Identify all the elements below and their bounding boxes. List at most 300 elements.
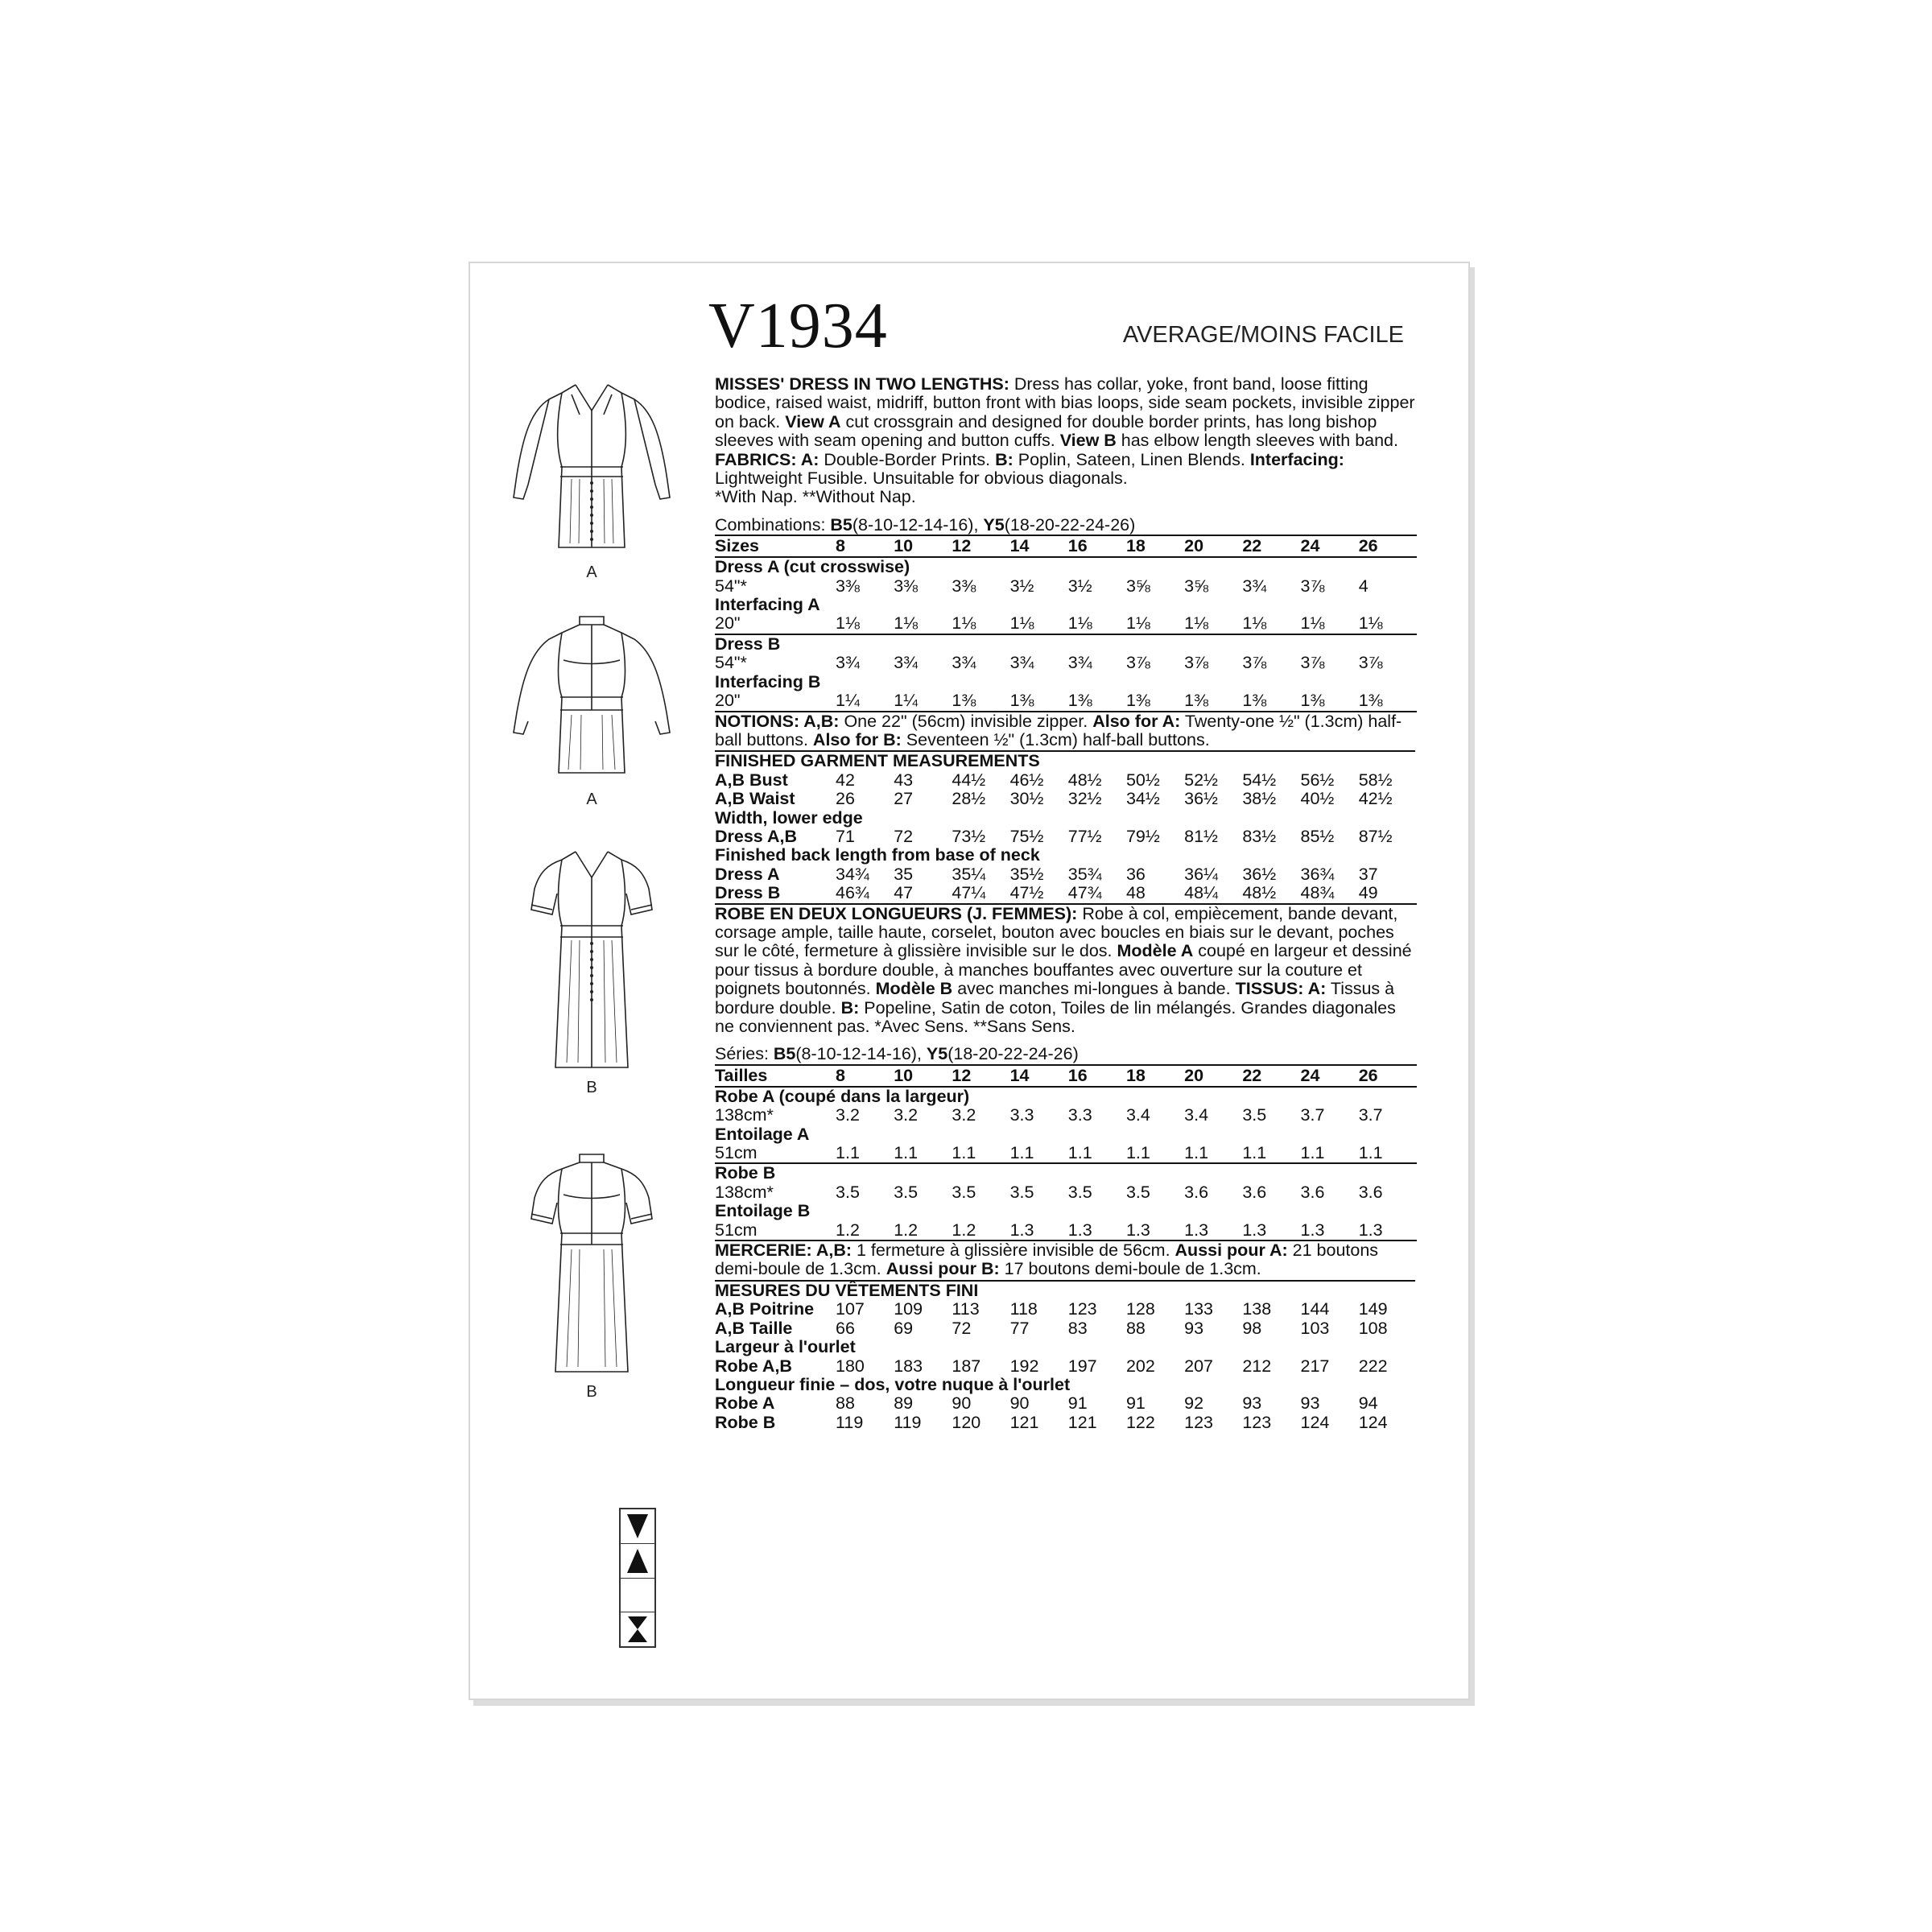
table-cell: 124 [1300,1412,1330,1432]
dress-b-back-icon [499,1150,684,1383]
table-cell: 1⅛ [1359,614,1417,634]
table-cell: 37 [1358,864,1378,884]
row-label: 138cm* [715,1105,774,1125]
table-cell: 49 [1359,884,1417,903]
fabrics-a: Double-Border Prints. [819,449,996,469]
size-column-header: 26 [1359,535,1417,557]
layout-symbols [619,1508,656,1648]
nap-down-icon [621,1509,654,1543]
row-label: 51cm [715,1221,836,1241]
table-cell: 3¾ [836,653,860,673]
mercerie-also-b: Aussi pour B: [886,1259,1000,1279]
view-b-label: View B [1059,431,1117,451]
table-cell: 1.1 [1126,1144,1184,1163]
table-cell: 1⅜ [1010,691,1068,711]
table-cell: 128 [1125,1299,1155,1319]
table-cell: 36½ [1242,864,1277,884]
finished-fr-title: MESURES DU VÊTEMENTS FINI [715,1280,979,1300]
table-cell: 3¾ [1009,653,1034,673]
table-cell: 212 [1242,1356,1272,1376]
table-cell: 103 [1300,1318,1330,1338]
width-title: Width, lower edge [715,807,863,828]
table-cell: 3.2 [836,1105,860,1125]
table-row [715,752,1417,770]
longueur-title: Longueur finie – dos, votre nuque à l'ourlet [715,1374,1071,1394]
row-label: Robe A [715,1393,775,1414]
table-cell: 1⅛ [952,614,1009,634]
table-cell: 3⅞ [1300,576,1325,596]
table-cell: 35¾ [1067,864,1102,884]
table-cell: 3⅞ [1125,653,1150,673]
view-b-front-drawing [499,845,684,1096]
mercerie-also-a: Aussi pour A: [1174,1241,1288,1261]
table-cell: 66 [836,1318,855,1338]
table-cell: 34¾ [836,864,869,884]
table-row [715,828,1417,846]
series-y5: Y5 [926,1044,948,1064]
table-row [715,1357,1417,1376]
table-cell: 46½ [1009,770,1044,790]
table-cell: 1.1 [1242,1144,1300,1163]
table-cell: 28½ [952,789,986,809]
view-b-text: has elbow length sleeves with band. [1116,431,1398,451]
table-cell: 94 [1358,1393,1378,1414]
fabrics-b: Poplin, Sateen, Linen Blends. [1013,449,1245,469]
table-row [715,1221,1417,1241]
row-label: Dress A [715,864,780,884]
table-cell: 180 [836,1356,865,1376]
table-cell: 207 [1184,1356,1214,1376]
table-row [715,557,1417,576]
table-cell: 1⅛ [1010,614,1068,634]
view-label-b: B [586,1079,597,1096]
model-a-text: coupé en largeur et dessiné pour tissus à bordure double, à manches bouffantes avec ouverture sur la couture et poignets boutonnés. [715,941,1412,999]
row-label: 20" [715,691,836,711]
table-cell: 1.3 [1068,1221,1126,1241]
nap-up-icon [621,1544,654,1578]
table-cell: 1.1 [1301,1144,1359,1163]
table-cell: 3.6 [1300,1182,1325,1202]
table-cell: 1⅜ [1126,691,1184,711]
dress-b-label: Dress B [715,634,781,654]
table-cell: 1⅜ [1242,691,1300,711]
table-cell: 83 [1067,1318,1088,1338]
size-column-header: 22 [1242,1065,1300,1087]
table-cell: 1.3 [1184,1221,1242,1241]
table-cell: 47¼ [952,884,1009,903]
table-cell: 138 [1242,1299,1272,1319]
size-column-header: 8 [836,535,894,557]
size-column-header: 24 [1301,1065,1359,1087]
table-cell: 109 [894,1299,923,1319]
series-b5-sizes: (8-10-12-14-16), [795,1044,927,1064]
table-cell: 36¾ [1300,864,1335,884]
table-cell: 42½ [1358,789,1393,809]
table-cell: 48¾ [1301,884,1359,903]
size-column-header: 18 [1126,535,1184,557]
table-cell: 1.3 [1359,1221,1417,1241]
table-row [715,771,1417,790]
table-cell: 1⅛ [1242,614,1300,634]
finished-measurements-fr [715,1282,1417,1432]
notions-also-b: Also for B: [812,729,902,749]
table-row [715,1144,1417,1163]
table-cell: 3.7 [1358,1105,1383,1125]
table-cell: 71 [836,826,855,846]
table-cell: 3.5 [1067,1182,1092,1202]
length-title: Finished back length from base of neck [715,845,1040,865]
table-cell: 123 [1067,1299,1097,1319]
row-label: A,B Taille [715,1318,793,1338]
row-label: 51cm [715,1144,836,1163]
notions-en [715,712,1415,753]
table-cell: 1¼ [894,691,952,711]
view-label-b-back: B [586,1383,597,1401]
size-column-header: 12 [952,535,1009,557]
table-row [715,846,1417,865]
view-a-front-drawing [499,378,684,581]
model-a-label: Modèle A [1117,941,1194,961]
table-cell: 1⅛ [1068,614,1126,634]
mercerie-text-a: 21 boutons demi-boule de 1.3cm. [715,1241,1379,1279]
table-cell: 72 [894,826,914,846]
table-cell: 38½ [1242,789,1277,809]
view-b-back-drawing [499,1150,684,1401]
table-cell: 1⅜ [952,691,1009,711]
table-cell: 54½ [1242,770,1277,790]
table-row [715,1163,1417,1183]
sizes-header: Sizes [715,535,836,557]
table-cell: 77½ [1067,826,1102,846]
fabrics-label: FABRICS: A: [715,449,819,469]
table-cell: 1⅜ [1359,691,1417,711]
series-label: Séries: [715,1044,774,1064]
entoilage-b-label: Entoilage B [715,1201,811,1221]
table-cell: 1.3 [1301,1221,1359,1241]
robe-a-label: Robe A (coupé dans la largeur) [715,1086,970,1106]
tissus-a: Tissus à bordure double. [715,979,1395,1018]
table-cell: 3¾ [1067,653,1092,673]
table-cell: 91 [1125,1393,1146,1414]
table-cell: 3¾ [952,653,976,673]
table-cell: 3⅞ [1300,653,1325,673]
finished-measurements-en [715,752,1417,904]
size-column-header: 22 [1242,535,1300,557]
table-cell: 48 [1126,884,1184,903]
table-cell: 113 [952,1299,980,1319]
table-cell: 26 [836,789,855,809]
table-cell: 202 [1125,1356,1155,1376]
table-cell: 90 [952,1393,972,1414]
table-cell: 85½ [1300,826,1335,846]
interfacing-a-label: Interfacing A [715,595,820,615]
table-cell: 3⅝ [1184,576,1209,596]
row-label: 54"* [715,576,747,596]
table-cell: 108 [1358,1318,1388,1338]
table-cell: 1.1 [1010,1144,1068,1163]
combination-b5-sizes: (8-10-12-14-16), [852,514,984,535]
description-text: Dress has collar, yoke, front band, loose fitting bodice, raised waist, midriff, button front with bias loops, side seam pockets, invisible zipper on back. [715,374,1415,431]
tissus-b-label: B: [840,997,860,1018]
table-cell: 122 [1125,1412,1155,1432]
tissus-label: TISSUS: A: [1235,979,1327,999]
table-row [715,1106,1417,1125]
table-cell: 3.5 [894,1182,919,1202]
without-nap-icon [621,1612,654,1646]
table-row [715,654,1417,672]
table-cell: 144 [1300,1299,1330,1319]
table-cell: 77 [1009,1318,1030,1338]
size-column-header: 24 [1301,535,1359,557]
table-cell: 1.3 [1242,1221,1300,1241]
description-title: MISSES' DRESS IN TWO LENGTHS: [715,374,1009,394]
interfacing-text: Lightweight Fusible. Unsuitable for obvious diagonals. [715,469,1128,489]
row-label: Robe B [715,1412,776,1432]
fabrics-b-label: B: [995,449,1013,469]
table-cell: 72 [952,1318,972,1338]
model-b-text: avec manches mi-longues à bande. [952,979,1236,999]
table-cell: 47 [894,884,952,903]
combination-b5: B5 [830,514,852,535]
table-cell: 123 [1184,1412,1214,1432]
size-column-header: 14 [1010,1065,1068,1087]
table-cell: 46¾ [836,884,894,903]
table-cell: 90 [1009,1393,1030,1414]
table-row [715,1319,1417,1338]
largeur-title: Largeur à l'ourlet [715,1337,856,1357]
size-column-header: 20 [1184,1065,1242,1087]
table-cell: 149 [1358,1299,1388,1319]
description-fr-title: ROBE EN DEUX LONGUEURS (J. FEMMES): [715,903,1078,923]
table-cell: 1.1 [1359,1144,1417,1163]
table-cell: 1.2 [894,1221,952,1241]
table-cell: 92 [1184,1393,1204,1414]
interfacing-b-label: Interfacing B [715,671,821,691]
table-cell: 75½ [1009,826,1044,846]
table-cell: 118 [1009,1299,1038,1319]
table-cell: 98 [1242,1318,1262,1338]
interfacing-label: Interfacing: [1249,449,1344,469]
table-cell: 52½ [1184,770,1218,790]
combination-y5: Y5 [983,514,1005,535]
row-label: 20" [715,614,836,634]
table-row [715,1087,1417,1106]
view-label-a-back: A [586,791,597,808]
table-cell: 35½ [1009,864,1044,884]
table-cell: 1⅜ [1184,691,1242,711]
table-cell: 44½ [952,770,986,790]
dress-a-label: Dress A (cut crosswise) [715,557,910,577]
table-row [715,1282,1417,1300]
difficulty-level: AVERAGE/MOINS FACILE [1122,322,1404,348]
table-cell: 56½ [1300,770,1335,790]
table-row [715,1376,1417,1394]
table-cell: 3¾ [894,653,919,673]
combinations-en [715,516,1415,535]
table-cell: 1.1 [894,1144,952,1163]
table-cell: 48½ [1067,770,1102,790]
table-cell: 119 [836,1412,864,1432]
table-cell: 1⅛ [836,614,894,634]
table-cell: 3⅞ [1184,653,1209,673]
row-label: Dress B [715,884,836,903]
table-cell: 197 [1067,1356,1097,1376]
table-row [715,1125,1417,1144]
table-cell: 124 [1358,1412,1388,1432]
table-cell: 3.4 [1184,1105,1209,1125]
notions-fr [715,1241,1415,1282]
table-cell: 27 [894,789,914,809]
table-cell: 3⅜ [836,576,860,596]
combination-y5-sizes: (18-20-22-24-26) [1004,514,1136,535]
table-cell: 133 [1184,1299,1214,1319]
table-cell: 36½ [1184,789,1218,809]
table-cell: 47½ [1010,884,1068,903]
dress-a-front-icon [499,378,684,564]
table-cell: 1⅛ [894,614,952,634]
table-cell: 3.5 [1125,1182,1150,1202]
table-row [715,1394,1417,1413]
table-cell: 3⅞ [1242,653,1267,673]
table-cell: 3.4 [1125,1105,1150,1125]
view-a-back-drawing [499,612,684,808]
table-cell: 3⅜ [952,576,976,596]
description-english [715,375,1415,1432]
size-column-header: 16 [1068,535,1126,557]
table-row [715,614,1417,634]
size-column-header: 20 [1184,535,1242,557]
table-cell: 93 [1184,1318,1204,1338]
table-cell: 3.2 [894,1105,919,1125]
table-cell: 183 [894,1356,923,1376]
combinations-fr [715,1045,1415,1063]
size-column-header: 12 [952,1065,1009,1087]
table-cell: 30½ [1009,789,1044,809]
table-cell: 3½ [1009,576,1034,596]
table-cell: 3.5 [1009,1182,1034,1202]
table-cell: 36¼ [1184,864,1218,884]
table-cell: 58½ [1358,770,1393,790]
table-cell: 4 [1358,576,1368,596]
table-cell: 69 [894,1318,914,1338]
table-row [715,790,1417,808]
table-cell: 3.6 [1242,1182,1267,1202]
table-cell: 217 [1300,1356,1330,1376]
notions-text-a: Twenty-one ½" (1.3cm) half-ball buttons. [715,711,1402,749]
row-label: 54"* [715,653,747,673]
table-row [715,673,1417,691]
table-cell: 3.5 [952,1182,976,1202]
mercerie-text-b: 17 boutons demi-boule de 1.3cm. [999,1259,1261,1279]
table-row [715,1338,1417,1356]
table-cell: 1.3 [1010,1221,1068,1241]
size-column-header: 26 [1359,1065,1417,1087]
series-b5: B5 [773,1044,796,1064]
table-cell: 187 [952,1356,981,1376]
dress-a-back-icon [499,612,684,789]
table-cell: 93 [1300,1393,1320,1414]
table-cell: 73½ [952,826,986,846]
table-cell: 3½ [1067,576,1092,596]
table-cell: 3⅝ [1125,576,1150,596]
size-column-header: 8 [836,1065,894,1087]
table-cell: 1.1 [1184,1144,1242,1163]
table-cell: 1.3 [1126,1221,1184,1241]
table-cell: 35 [894,864,914,884]
table-cell: 83½ [1242,826,1277,846]
table-cell: 91 [1067,1393,1088,1414]
size-column-header: 10 [894,535,952,557]
yardage-table-fr [715,1064,1417,1241]
table-cell: 32½ [1067,789,1102,809]
table-cell: 43 [894,770,914,790]
table-cell: 3.6 [1358,1182,1383,1202]
size-column-header: 18 [1126,1065,1184,1087]
model-b-label: Modèle B [875,979,953,999]
table-cell: 1¼ [836,691,894,711]
yardage-table-en [715,535,1417,712]
table-cell: 3.3 [1067,1105,1092,1125]
description-french [715,905,1415,1037]
tissus-b: Popeline, Satin de coton, Toiles de lin mélangés. Grandes diagonales ne conviennent pas. *Avec Sens. **Sans Sens. [715,997,1396,1036]
table-cell: 119 [894,1412,922,1432]
table-cell: 222 [1358,1356,1388,1376]
table-cell: 34½ [1125,789,1160,809]
table-cell: 1.2 [836,1221,894,1241]
table-cell: 79½ [1125,826,1160,846]
table-cell: 123 [1242,1412,1272,1432]
table-cell: 88 [836,1393,855,1414]
size-header-row-fr [715,1065,1417,1087]
table-row [715,691,1417,711]
table-cell: 192 [1009,1356,1039,1376]
view-a-text: cut crossgrain and designed for double border prints, has long bishop sleeves with seam opening and button cuffs. [715,411,1377,451]
robe-b-label: Robe B [715,1163,776,1183]
table-cell: 87½ [1358,826,1393,846]
table-cell: 3.2 [952,1105,976,1125]
row-label: 138cm* [715,1182,774,1202]
table-cell: 40½ [1300,789,1335,809]
table-cell: 1.1 [836,1144,894,1163]
combinations-label: Combinations: [715,514,831,535]
table-cell: 3.5 [1242,1105,1267,1125]
notions-also-a: Also for A: [1092,711,1181,731]
table-cell: 3⅜ [894,576,919,596]
notions-label: NOTIONS: A,B: [715,711,840,731]
size-header-row [715,535,1417,557]
notions-text: One 22" (56cm) invisible zipper. [839,711,1093,731]
nap-note: *With Nap. **Without Nap. [715,487,916,507]
table-cell: 48½ [1242,884,1300,903]
series-y5-sizes: (18-20-22-24-26) [947,1044,1079,1064]
table-row [715,809,1417,828]
table-cell: 3.7 [1300,1105,1325,1125]
table-row [715,577,1417,596]
table-cell: 89 [894,1393,914,1414]
size-column-header: 10 [894,1065,952,1087]
table-cell: 120 [952,1412,981,1432]
table-cell: 1⅜ [1068,691,1126,711]
row-label: A,B Poitrine [715,1299,815,1319]
table-row [715,1414,1417,1432]
table-cell: 121 [1009,1412,1039,1432]
table-cell: 107 [836,1299,865,1319]
table-cell: 42 [836,770,855,790]
table-cell: 1⅛ [1301,614,1359,634]
mercerie-label: MERCERIE: A,B: [715,1241,852,1261]
table-cell: 3¾ [1242,576,1267,596]
table-cell: 1.1 [1068,1144,1126,1163]
